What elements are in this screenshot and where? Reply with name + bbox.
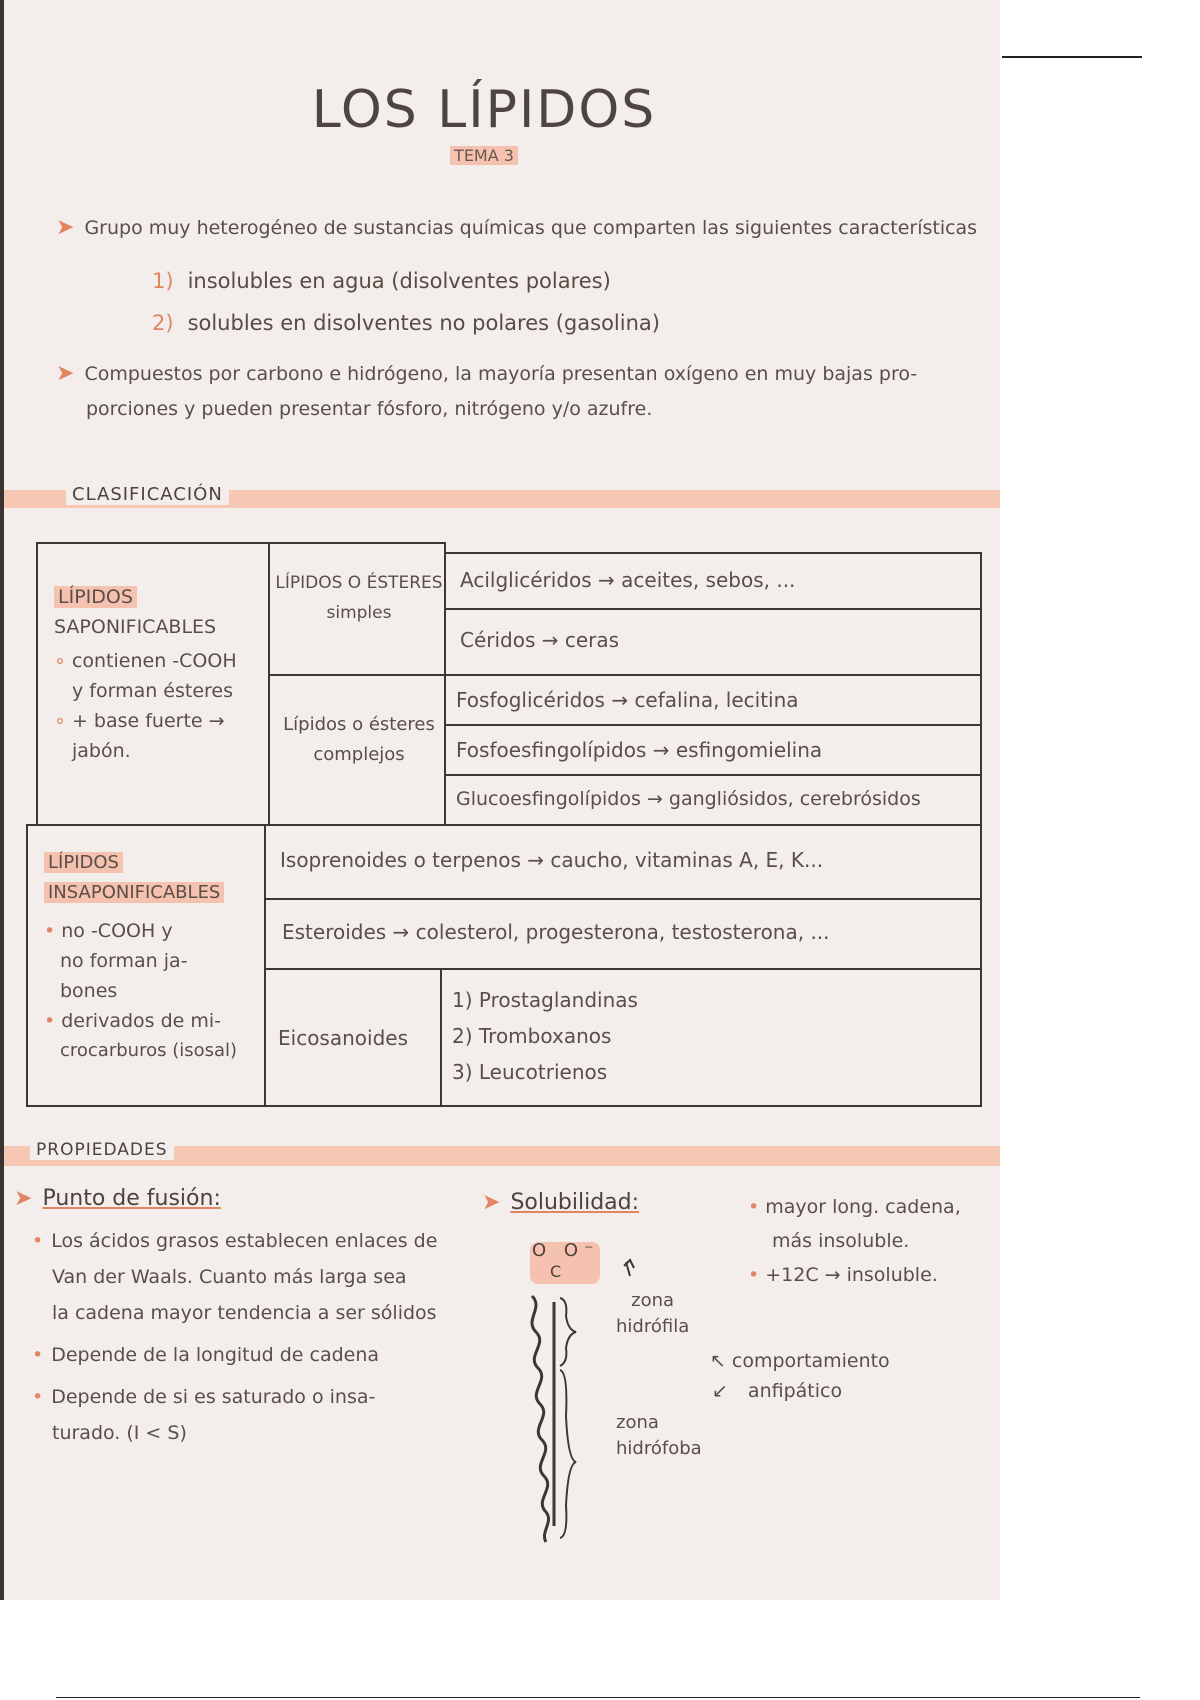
subtitle-label: TEMA 3 <box>450 146 518 165</box>
row-glucoesfingolipidos-text: Glucoesfingolípidos → gangliósidos, cerebrósidos <box>456 788 921 810</box>
page-title: LOS LÍPIDOS <box>311 80 657 140</box>
arrow-up-left-icon: ↖ <box>710 1350 726 1372</box>
row-fosfogliceridos-text: Fosfoglicéridos → cefalina, lecitina <box>456 688 799 712</box>
fusion-section <box>14 1186 454 1451</box>
amphipathic-molecule-diagram <box>524 1236 724 1556</box>
simples-label: LÍPIDOS O ÉSTERES simples <box>275 573 443 623</box>
row-esteroides-text: Esteroides → colesterol, progesterona, testosterona, ... <box>282 920 830 944</box>
bottom-rule <box>56 1697 1140 1698</box>
comportamiento-label: ↖ comportamiento ↙ anfipático <box>710 1350 890 1402</box>
arrow-bullet-icon: ➤ <box>14 1186 33 1211</box>
brace-hidrofoba <box>560 1370 576 1538</box>
eicosanoides-list <box>452 982 638 1090</box>
classification-table <box>26 542 982 1107</box>
intro-sub-item-2: 2) solubles en disolventes no polares (gasolina) <box>152 311 660 335</box>
solubilidad-title-row <box>482 1190 639 1215</box>
arrow-bullet-icon: ➤ <box>482 1190 501 1215</box>
list-item: 2) Tromboxanos <box>452 1024 612 1048</box>
properties-heading: PROPIEDADES <box>30 1140 174 1160</box>
list-item: 3) Leucotrienos <box>452 1060 608 1084</box>
solubilidad-notes: • mayor long. cadena, más insoluble. • +12C → insoluble. <box>748 1196 961 1286</box>
zona-hidrofoba-label: zona hidrófoba <box>616 1412 702 1459</box>
intro-point-2 <box>56 356 986 426</box>
intro-sub-item-1: 1) insolubles en agua (disolventes polares) <box>152 269 611 293</box>
intro-sublist <box>152 260 952 344</box>
top-rule <box>1002 56 1142 58</box>
arrow-up-icon <box>624 1260 634 1276</box>
intro-point-1-text: Grupo muy heterogéneo de sustancias químicas que comparten las siguientes características <box>84 217 978 239</box>
molecule-carbon: C <box>550 1262 562 1281</box>
eicosanoides-label: Eicosanoides <box>278 1026 408 1050</box>
row-ceridos-text: Céridos → ceras <box>460 628 620 652</box>
brace-hidrofila <box>560 1298 576 1366</box>
molecule-oxygens: O O⁻ <box>532 1240 600 1261</box>
complejos-label: Lípidos o ésteres complejos <box>283 714 435 765</box>
saponificables-label: LÍPIDOS SAPONIFICABLES ∘ contienen -COOH y forman ésteres ∘ + base fuerte → jabón. <box>54 586 237 762</box>
row-acilgliceridos-text: Acilglicéridos → aceites, sebos, ... <box>460 568 796 592</box>
fusion-list: • Los ácidos grasos establecen enlaces de Van der Waals. Cuanto más larga sea la cadena mayor tendencia a ser sólidos • Depende de la longitud de cadena • Depende de si es saturado o insa- turado. (I < S) <box>32 1230 438 1444</box>
list-item: 1) Prostaglandinas <box>452 988 638 1012</box>
hydrocarbon-chain <box>532 1296 549 1542</box>
classification-heading: CLASIFICACIÓN <box>66 484 229 505</box>
row-fosfoesfingolipidos-text: Fosfoesfingolípidos → esfingomielina <box>456 738 823 762</box>
insaponificables-label: LÍPIDOS INSAPONIFICABLES • no -COOH y no forman ja- bones • derivados de mi- crocarburos (isosal) <box>44 852 238 1061</box>
row-isoprenoides-text: Isoprenoides o terpenos → caucho, vitaminas A, E, K... <box>280 848 824 872</box>
intro-point-1 <box>56 210 986 245</box>
intro-point-2-line-1: Compuestos por carbono e hidrógeno, la mayoría presentan oxígeno en muy bajas pro- <box>84 363 918 385</box>
intro-point-2-line-2: porciones y pueden presentar fósforo, nitrógeno y/o azufre. <box>86 398 653 420</box>
solubilidad-title: Solubilidad: <box>510 1190 640 1215</box>
arrow-bullet-icon: ➤ <box>56 361 75 386</box>
arrow-down-left-icon: ↙ <box>712 1380 728 1402</box>
arrow-bullet-icon: ➤ <box>56 215 75 240</box>
page-subtitle <box>4 146 964 165</box>
zona-hidrofila-label: zona hidrófila <box>616 1290 690 1337</box>
fusion-title: Punto de fusión: <box>42 1186 221 1211</box>
